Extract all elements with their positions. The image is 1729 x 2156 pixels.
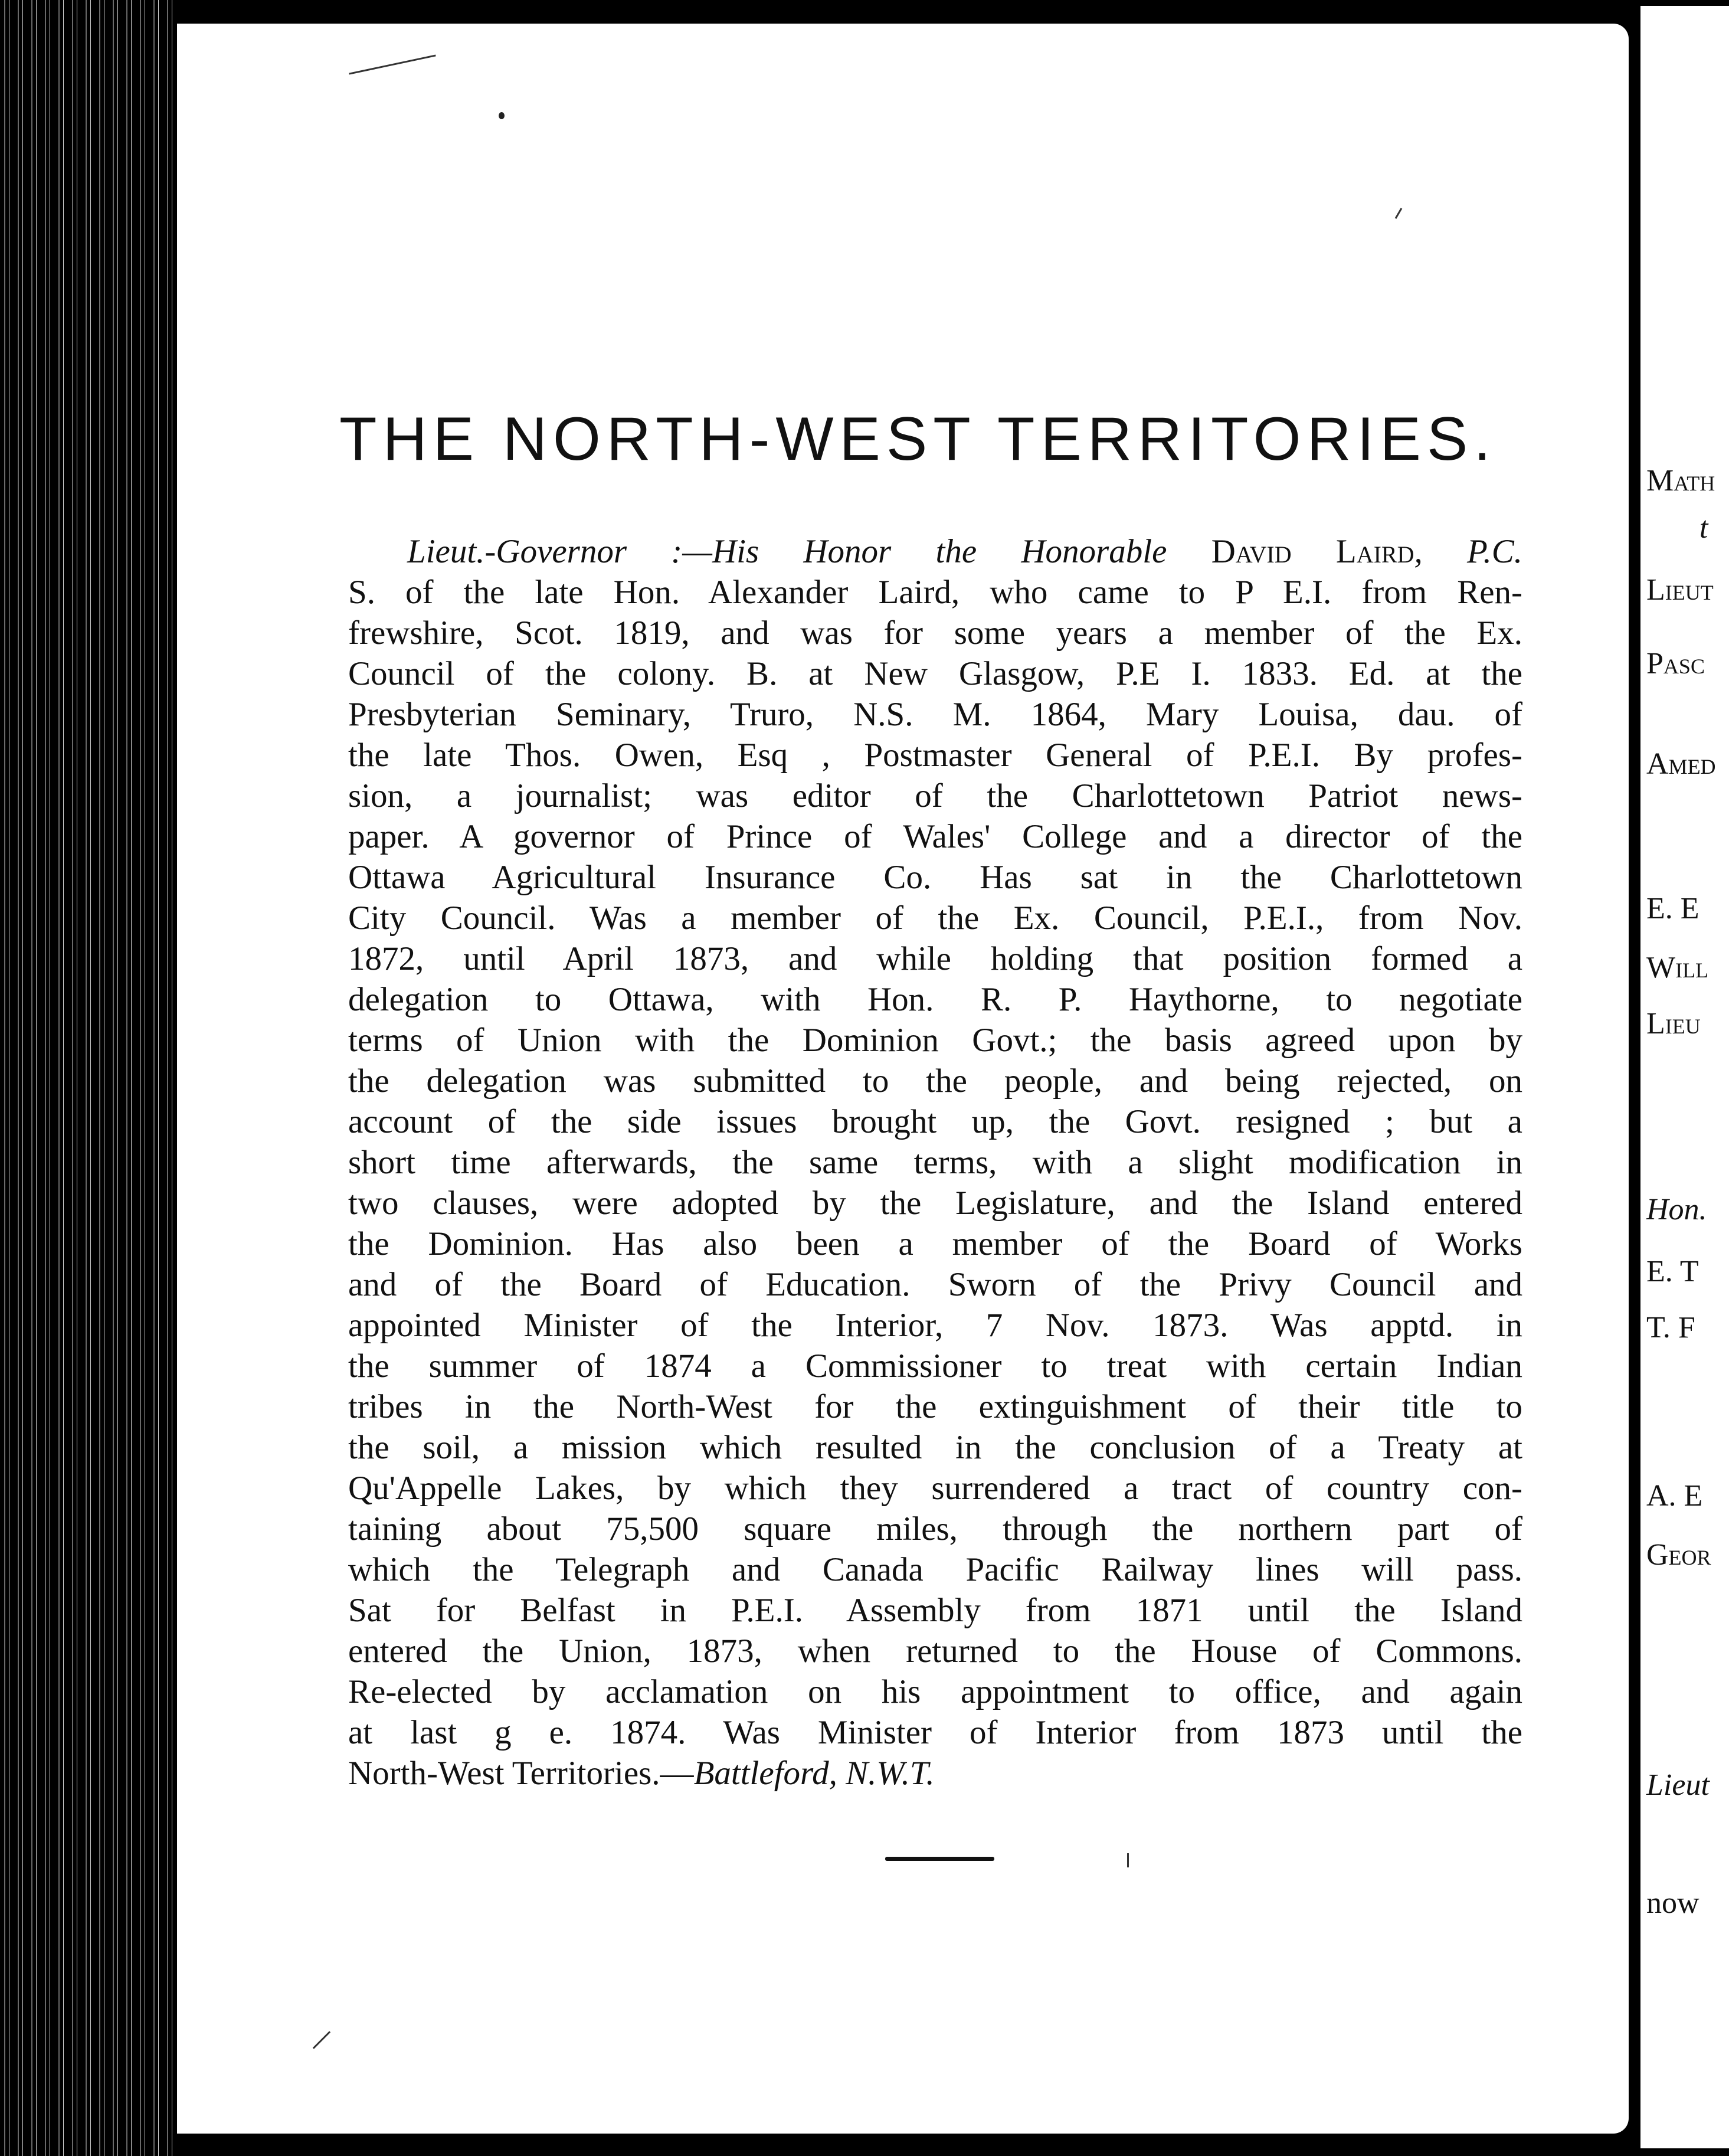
fragment-text: T. F <box>1646 1311 1695 1344</box>
text-line: at last g e. 1874. Was Minister of Interior from 1873 until the <box>348 1714 1522 1751</box>
honorific: , P.C. <box>1414 533 1522 570</box>
closing-text: North-West Territories.— <box>348 1755 694 1792</box>
text-line: S. of the late Hon. Alexander Laird, who came to P E.I. from Ren- <box>348 574 1522 611</box>
text-line: delegation to Ottawa, with Hon. R. P. Haythorne, to negotiate <box>348 981 1522 1018</box>
text-line: taining about 75,500 square miles, through the northern part of <box>348 1510 1522 1548</box>
text-line: 1872, until April 1873, and while holding that position formed a <box>348 940 1522 977</box>
fragment-text: Will <box>1646 951 1709 984</box>
text-line: City Council. Was a member of the Ex. Council, P.E.I., from Nov. <box>348 899 1522 937</box>
speck-mark <box>499 112 505 119</box>
left-page <box>177 24 1629 2134</box>
page-title: THE NORTH-WEST TERRITORIES. <box>339 405 1497 473</box>
fragment-text: Geor <box>1646 1538 1711 1572</box>
scratch-mark <box>349 54 435 74</box>
text-line: Presbyterian Seminary, Truro, N.S. M. 1864, Mary Louisa, dau. of <box>348 696 1522 733</box>
fragment-text: Amed <box>1646 747 1716 781</box>
text-line: sion, a journalist; was editor of the Charlottetown Patriot news- <box>348 777 1522 814</box>
text-line: Re-elected by acclamation on his appointment to office, and again <box>348 1673 1522 1710</box>
text-line <box>348 1753 1522 1794</box>
fragment-text: Hon. <box>1646 1193 1707 1226</box>
book-binding <box>0 0 177 2156</box>
text-line: the delegation was submitted to the people, and being rejected, on <box>348 1062 1522 1100</box>
fragment-text: t <box>1699 511 1708 545</box>
section-divider <box>885 1857 994 1861</box>
scratch-mark <box>1395 208 1403 219</box>
fragment-text: A. E <box>1646 1479 1703 1513</box>
text-line <box>348 531 1522 572</box>
text-line: terms of Union with the Dominion Govt.; the basis agreed upon by <box>348 1022 1522 1059</box>
fragment-text: E. E <box>1646 892 1699 925</box>
fragment-text: Lieu <box>1646 1007 1701 1041</box>
text-line: Sat for Belfast in P.E.I. Assembly from 1871 until the Island <box>348 1592 1522 1629</box>
text-line: the Dominion. Has also been a member of the Board of Works <box>348 1225 1522 1262</box>
office-title: Lieut.-Governor :—His Honor the Honorable <box>407 533 1211 570</box>
text-line: the soil, a mission which resulted in the conclusion of a Treaty at <box>348 1429 1522 1466</box>
text-line: tribes in the North-West for the extinguishment of their title to <box>348 1388 1522 1425</box>
text-line: Ottawa Agricultural Insurance Co. Has sat in the Charlottetown <box>348 859 1522 896</box>
fragment-text: Pasc <box>1646 647 1705 681</box>
biography-paragraph <box>348 531 1522 1794</box>
text-line: appointed Minister of the Interior, 7 Nov. 1873. Was apptd. in <box>348 1307 1522 1344</box>
fragment-text: Lieut <box>1646 573 1714 607</box>
text-line: Qu'Appelle Lakes, by which they surrendered a tract of country con- <box>348 1470 1522 1507</box>
text-line: Council of the colony. B. at New Glasgow, P.E I. 1833. Ed. at the <box>348 655 1522 692</box>
text-line: the late Thos. Owen, Esq , Postmaster General of P.E.I. By profes- <box>348 737 1522 774</box>
scratch-mark <box>1127 1853 1129 1867</box>
fragment-text: E. T <box>1646 1255 1699 1288</box>
adjacent-page-edge <box>1640 6 1729 2148</box>
residence-place: Battleford, N.W.T. <box>693 1755 935 1792</box>
text-line: entered the Union, 1873, when returned to the House of Commons. <box>348 1632 1522 1670</box>
fragment-text: Lieut <box>1646 1768 1710 1802</box>
fragment-text: Math <box>1646 464 1715 498</box>
text-line: the summer of 1874 a Commissioner to treat with certain Indian <box>348 1347 1522 1385</box>
person-name: David Laird <box>1211 533 1414 570</box>
scratch-mark <box>313 2031 330 2049</box>
text-line: two clauses, were adopted by the Legislature, and the Island entered <box>348 1185 1522 1222</box>
text-line: paper. A governor of Prince of Wales' College and a director of the <box>348 818 1522 855</box>
text-line: which the Telegraph and Canada Pacific Railway lines will pass. <box>348 1551 1522 1588</box>
text-line: account of the side issues brought up, the Govt. resigned ; but a <box>348 1103 1522 1140</box>
text-line: and of the Board of Education. Sworn of the Privy Council and <box>348 1266 1522 1303</box>
text-line: frewshire, Scot. 1819, and was for some years a member of the Ex. <box>348 614 1522 652</box>
text-line: short time afterwards, the same terms, with a slight modification in <box>348 1144 1522 1181</box>
fragment-text: now <box>1646 1886 1699 1920</box>
